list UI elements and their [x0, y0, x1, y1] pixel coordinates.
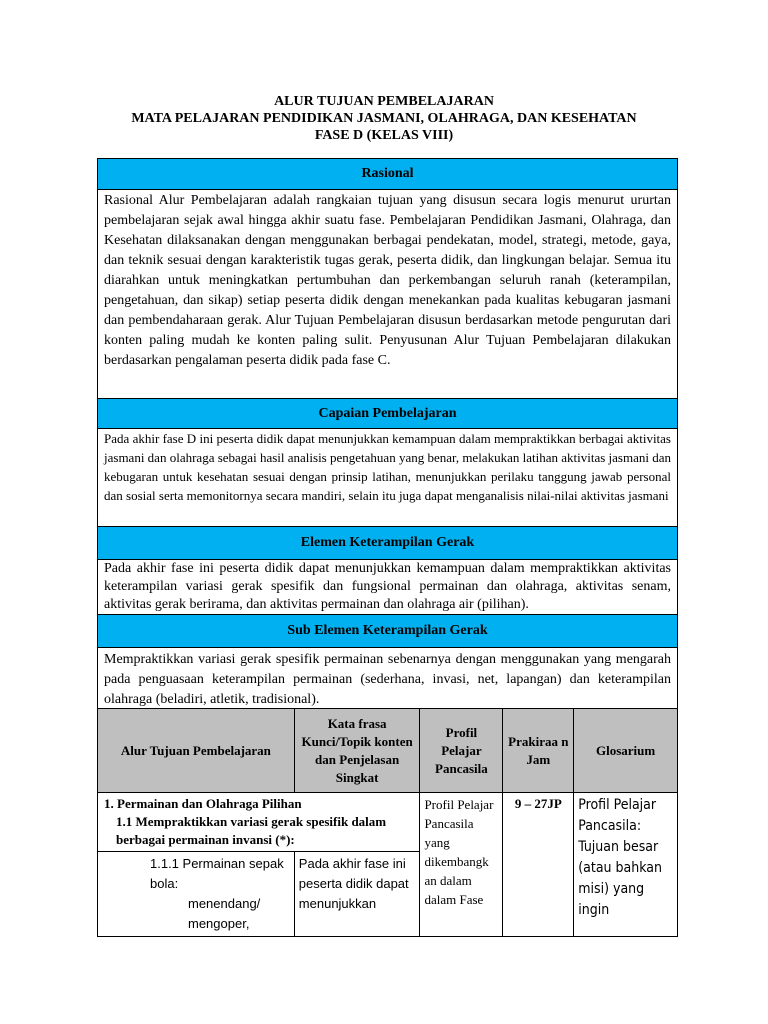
- header-glosarium: Glosarium: [574, 709, 678, 793]
- header-alur: Alur Tujuan Pembelajaran: [98, 709, 295, 793]
- item1-label: 1. Permainan dan Olahraga Pilihan: [104, 796, 302, 811]
- rasional-header: Rasional: [98, 159, 677, 190]
- sub-elemen-section: [97, 614, 678, 709]
- header-kata-frasa: Kata frasa Kunci/Topik konten dan Penjelasan Singkat: [294, 709, 420, 793]
- table-row-item1: [98, 793, 420, 852]
- table-row-sub: [98, 852, 295, 937]
- glosarium-cell: Profil Pelajar Pancasila: Tujuan besar (atau bahkan misi) yang ingin: [574, 793, 678, 937]
- jam-cell: 9 – 27JP: [503, 793, 574, 937]
- rasional-text: Rasional Alur Pembelajaran adalah rangkaian tujuan yang disusun secara logis menurut ururtan pembelajaran sejak awal hingga akhir suatu fase. Pembelajaran Pendidikan Jasmani, Olahraga, dan Kesehatan dilaksanakan dengan menggunakan berbagai pendekatan, model, strategi, metode, gaya, dan teknik sesuai dengan karakteristik tugas gerak, peserta didik, dan lingkungan belajar. Semua itu diarahkan untuk meningkatkan pertumbuhan dan perkembangan seluruh ranah (keterampilan, pengetahuan, dan sikap) setiap peserta didik dengan menekankan pada kualitas kebugaran jasmani dan pembendaharaan gerak. Alur Tujuan Pembelajaran disusun berdasarkan metode pengurutan dari konten paling mudah ke konten paling sulit. Penyusunan Alur Tujuan Pembelajaran dilakukan berdasarkan pengalaman peserta didik pada fase C.: [104, 193, 671, 368]
- profil-cell: Profil Pelajar Pancasila yang dikembangk an dalam dalam Fase: [420, 793, 503, 937]
- header-profil: Profil Pelajar Pancasila: [420, 709, 503, 793]
- atp-table: [97, 708, 678, 937]
- sub-elemen-text: Mempraktikkan variasi gerak spesifik permainan sebenarnya dengan menggunakan yang mengarah pada penguasaan keterampilan permainan (sederhana, invasi, net, lapangan) dan keterampilan olahraga (beladiri, atletik, tradisional).: [104, 652, 671, 707]
- item1-1-label: 1.1 Mempraktikkan variasi gerak spesifik dalam berbagai permainan invansi (*):: [116, 814, 387, 847]
- elemen-header: Elemen Keterampilan Gerak: [98, 527, 677, 560]
- header-prakiraan-jam: Prakiraa n Jam: [503, 709, 574, 793]
- elemen-text: Pada akhir fase ini peserta didik dapat menunjukkan kemampuan dalam mempraktikkan aktivitas keterampilan variasi gerak spesifik dan fungsional permainan dan olahraga, aktivitas senam, aktivitas gerak berirama, dan aktivitas permainan dan olahraga air (pilihan).: [104, 561, 671, 612]
- doc-title-line2: MATA PELAJARAN PENDIDIKAN JASMANI, OLAHRAGA, DAN KESEHATAN: [131, 111, 637, 126]
- capaian-header: Capaian Pembelajaran: [98, 399, 677, 429]
- sub-elemen-header: Sub Elemen Keterampilan Gerak: [98, 615, 677, 648]
- capaian-text: Pada akhir fase D ini peserta didik dapat menunjukkan kemampuan dalam mempraktikkan berbagai aktivitas jasmani dan olahraga sebagai hasil analisis pengetahuan yang benar, melakukan latihan aktivitas jasmani dan kebugaran untuk kesehatan sesuai dengan prinsip latihan, menunjukkan perilaku tanggung jawab personal dan sosial serta memonitornya secara mandiri, selain itu juga dapat menganalisis nilai-nilai aktivitas jasmani: [104, 431, 671, 503]
- sub-item-label: 1.1.1 Permainan sepak bola:: [150, 856, 284, 891]
- rasional-section: [97, 158, 678, 399]
- capaian-section: [97, 398, 678, 527]
- elemen-section: [97, 526, 678, 615]
- doc-title-line1: ALUR TUJUAN PEMBELAJARAN: [274, 94, 494, 109]
- kata-frasa-cell: Pada akhir fase ini peserta didik dapat menunjukkan: [294, 852, 420, 937]
- sub-item-detail: menendang/ mengoper,: [188, 896, 261, 931]
- doc-title-line3: FASE D (KELAS VIII): [314, 128, 454, 143]
